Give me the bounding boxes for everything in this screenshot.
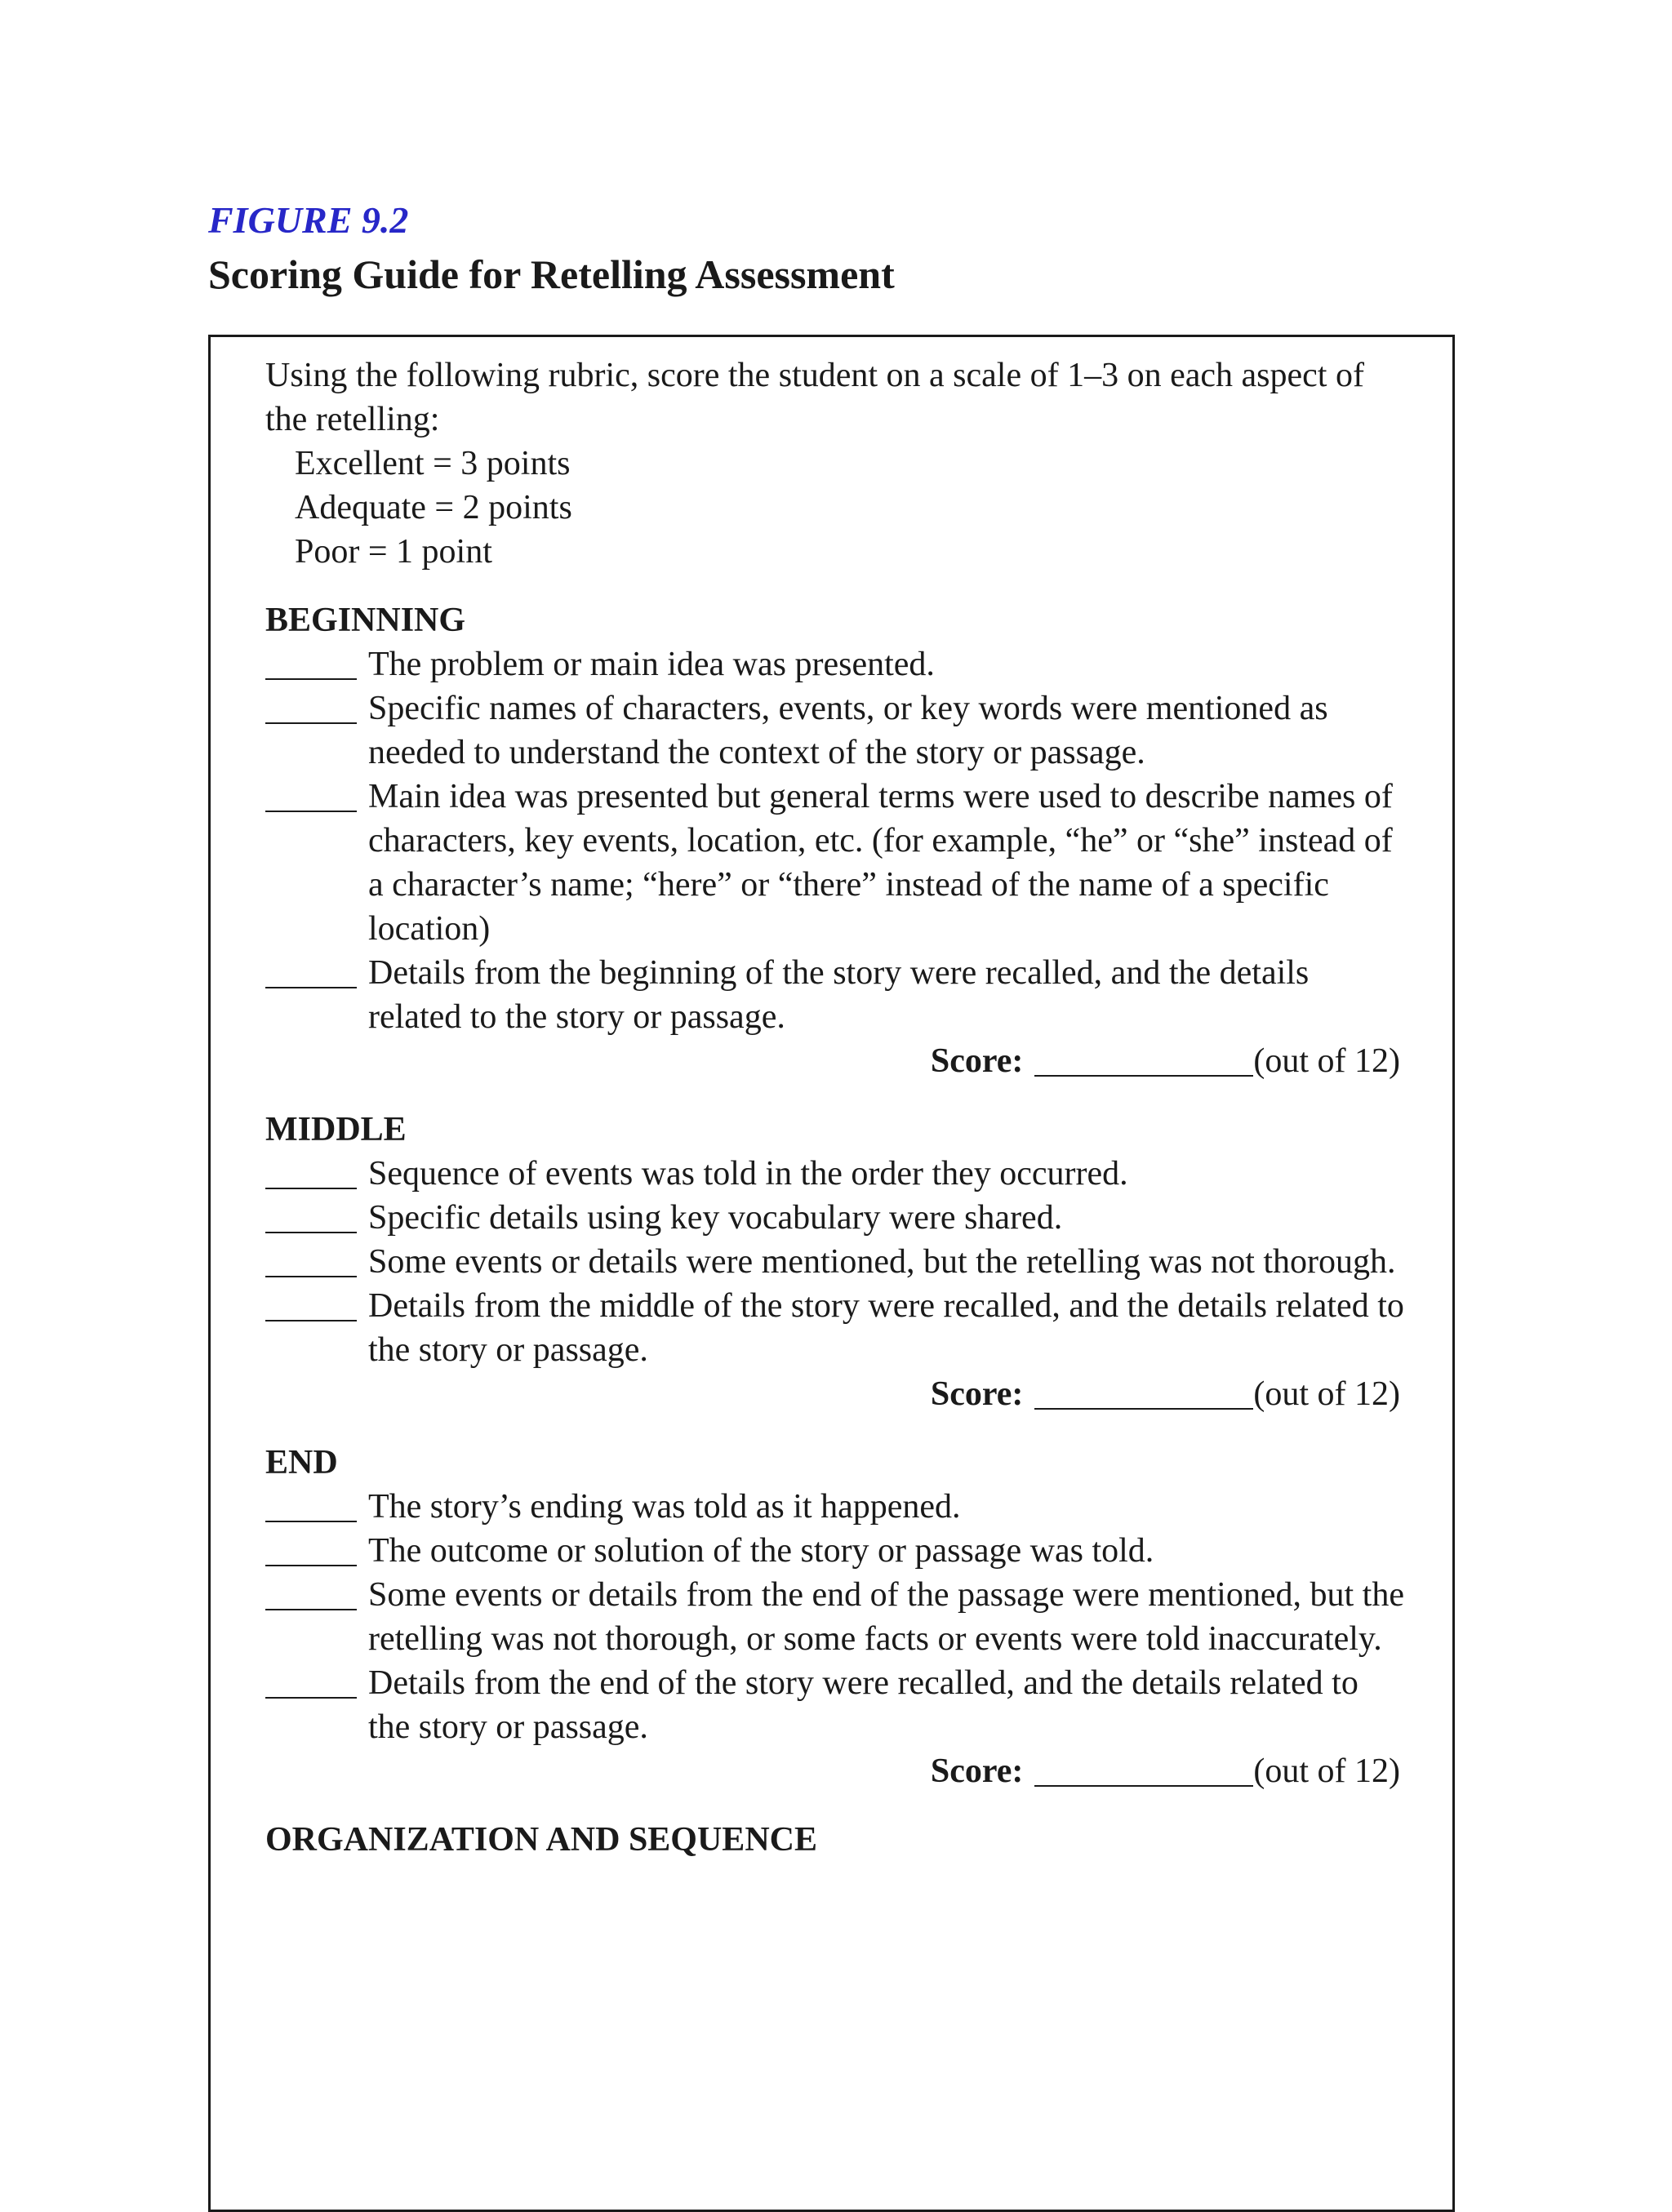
- score-blank[interactable]: [265, 951, 362, 995]
- score-label: Score:: [930, 1752, 1024, 1790]
- rubric-excellent: Excellent = 3 points: [295, 445, 571, 482]
- criterion-text: Specific names of characters, events, or key words were mentioned as needed to understand the context of the story or passage.: [368, 690, 1328, 771]
- section-heading-middle: MIDDLE: [265, 1111, 407, 1148]
- criterion-text: Details from the end of the story were recalled, and the details related to the story or passage.: [368, 1664, 1358, 1746]
- section-score-beginning: [265, 1039, 1408, 1083]
- score-blank[interactable]: [265, 1661, 362, 1705]
- criterion-row: [265, 1240, 1408, 1284]
- score-blank[interactable]: [265, 775, 362, 819]
- rubric-content: [265, 353, 1408, 1862]
- criterion-row: [265, 1196, 1408, 1240]
- criterion-text: Some events or details were mentioned, but the retelling was not thorough.: [368, 1243, 1396, 1281]
- criterion-row: [265, 1661, 1408, 1749]
- section-total-blank[interactable]: [1034, 1749, 1253, 1793]
- criterion-text: The problem or main idea was presented.: [368, 646, 935, 683]
- section-heading-beginning: BEGINNING: [265, 602, 466, 639]
- criterion-text: Sequence of events was told in the order they occurred.: [368, 1155, 1128, 1193]
- criterion-row: [265, 686, 1408, 775]
- score-suffix: (out of 12): [1253, 1752, 1400, 1790]
- criterion-text: Some events or details from the end of the passage were mentioned, but the retelling was not thorough, or some facts or events were told inaccurately.: [368, 1576, 1404, 1658]
- score-blank[interactable]: [265, 1573, 362, 1617]
- score-blank[interactable]: [265, 686, 362, 731]
- score-blank[interactable]: [265, 642, 362, 686]
- figure-label: FIGURE 9.2: [208, 199, 409, 241]
- score-blank[interactable]: [265, 1529, 362, 1573]
- score-blank[interactable]: [265, 1152, 362, 1196]
- criterion-row: [265, 1529, 1408, 1573]
- criterion-row: [265, 1485, 1408, 1529]
- rubric-poor: Poor = 1 point: [295, 533, 492, 571]
- score-suffix: (out of 12): [1253, 1042, 1400, 1080]
- figure-title: Scoring Guide for Retelling Assessment: [208, 251, 895, 297]
- score-blank[interactable]: [265, 1196, 362, 1240]
- section-score-end: [265, 1749, 1408, 1793]
- criterion-text: Details from the middle of the story were recalled, and the details related to the story or passage.: [368, 1287, 1404, 1369]
- score-blank[interactable]: [265, 1240, 362, 1284]
- score-suffix: (out of 12): [1253, 1375, 1400, 1413]
- criterion-text: The outcome or solution of the story or passage was told.: [368, 1532, 1154, 1570]
- criterion-row: [265, 1573, 1408, 1661]
- section-score-middle: [265, 1372, 1408, 1416]
- section-total-blank[interactable]: [1034, 1039, 1253, 1083]
- criterion-row: [265, 775, 1408, 951]
- score-label: Score:: [930, 1042, 1024, 1080]
- criterion-text: Specific details using key vocabulary were shared.: [368, 1199, 1063, 1237]
- criterion-text: Details from the beginning of the story were recalled, and the details related to the story or passage.: [368, 954, 1310, 1036]
- score-blank[interactable]: [265, 1485, 362, 1529]
- criterion-text: The story’s ending was told as it happened.: [368, 1488, 961, 1526]
- criterion-row: [265, 1152, 1408, 1196]
- score-label: Score:: [930, 1375, 1024, 1413]
- criterion-row: [265, 642, 1408, 686]
- section-heading-end: END: [265, 1444, 338, 1481]
- rubric-adequate: Adequate = 2 points: [295, 489, 572, 526]
- section-total-blank[interactable]: [1034, 1372, 1253, 1416]
- criterion-row: [265, 1284, 1408, 1372]
- score-blank[interactable]: [265, 1284, 362, 1328]
- section-heading-organization: ORGANIZATION AND SEQUENCE: [265, 1821, 817, 1859]
- criterion-row: [265, 951, 1408, 1039]
- criterion-text: Main idea was presented but general terms were used to describe names of characters, key events, location, etc. (for example, “he” or “she” instead of a character’s name; “here” or “there” instead of the name of a specific location): [368, 778, 1393, 948]
- intro-text: Using the following rubric, score the student on a scale of 1–3 on each aspect of the retelling:: [265, 357, 1364, 438]
